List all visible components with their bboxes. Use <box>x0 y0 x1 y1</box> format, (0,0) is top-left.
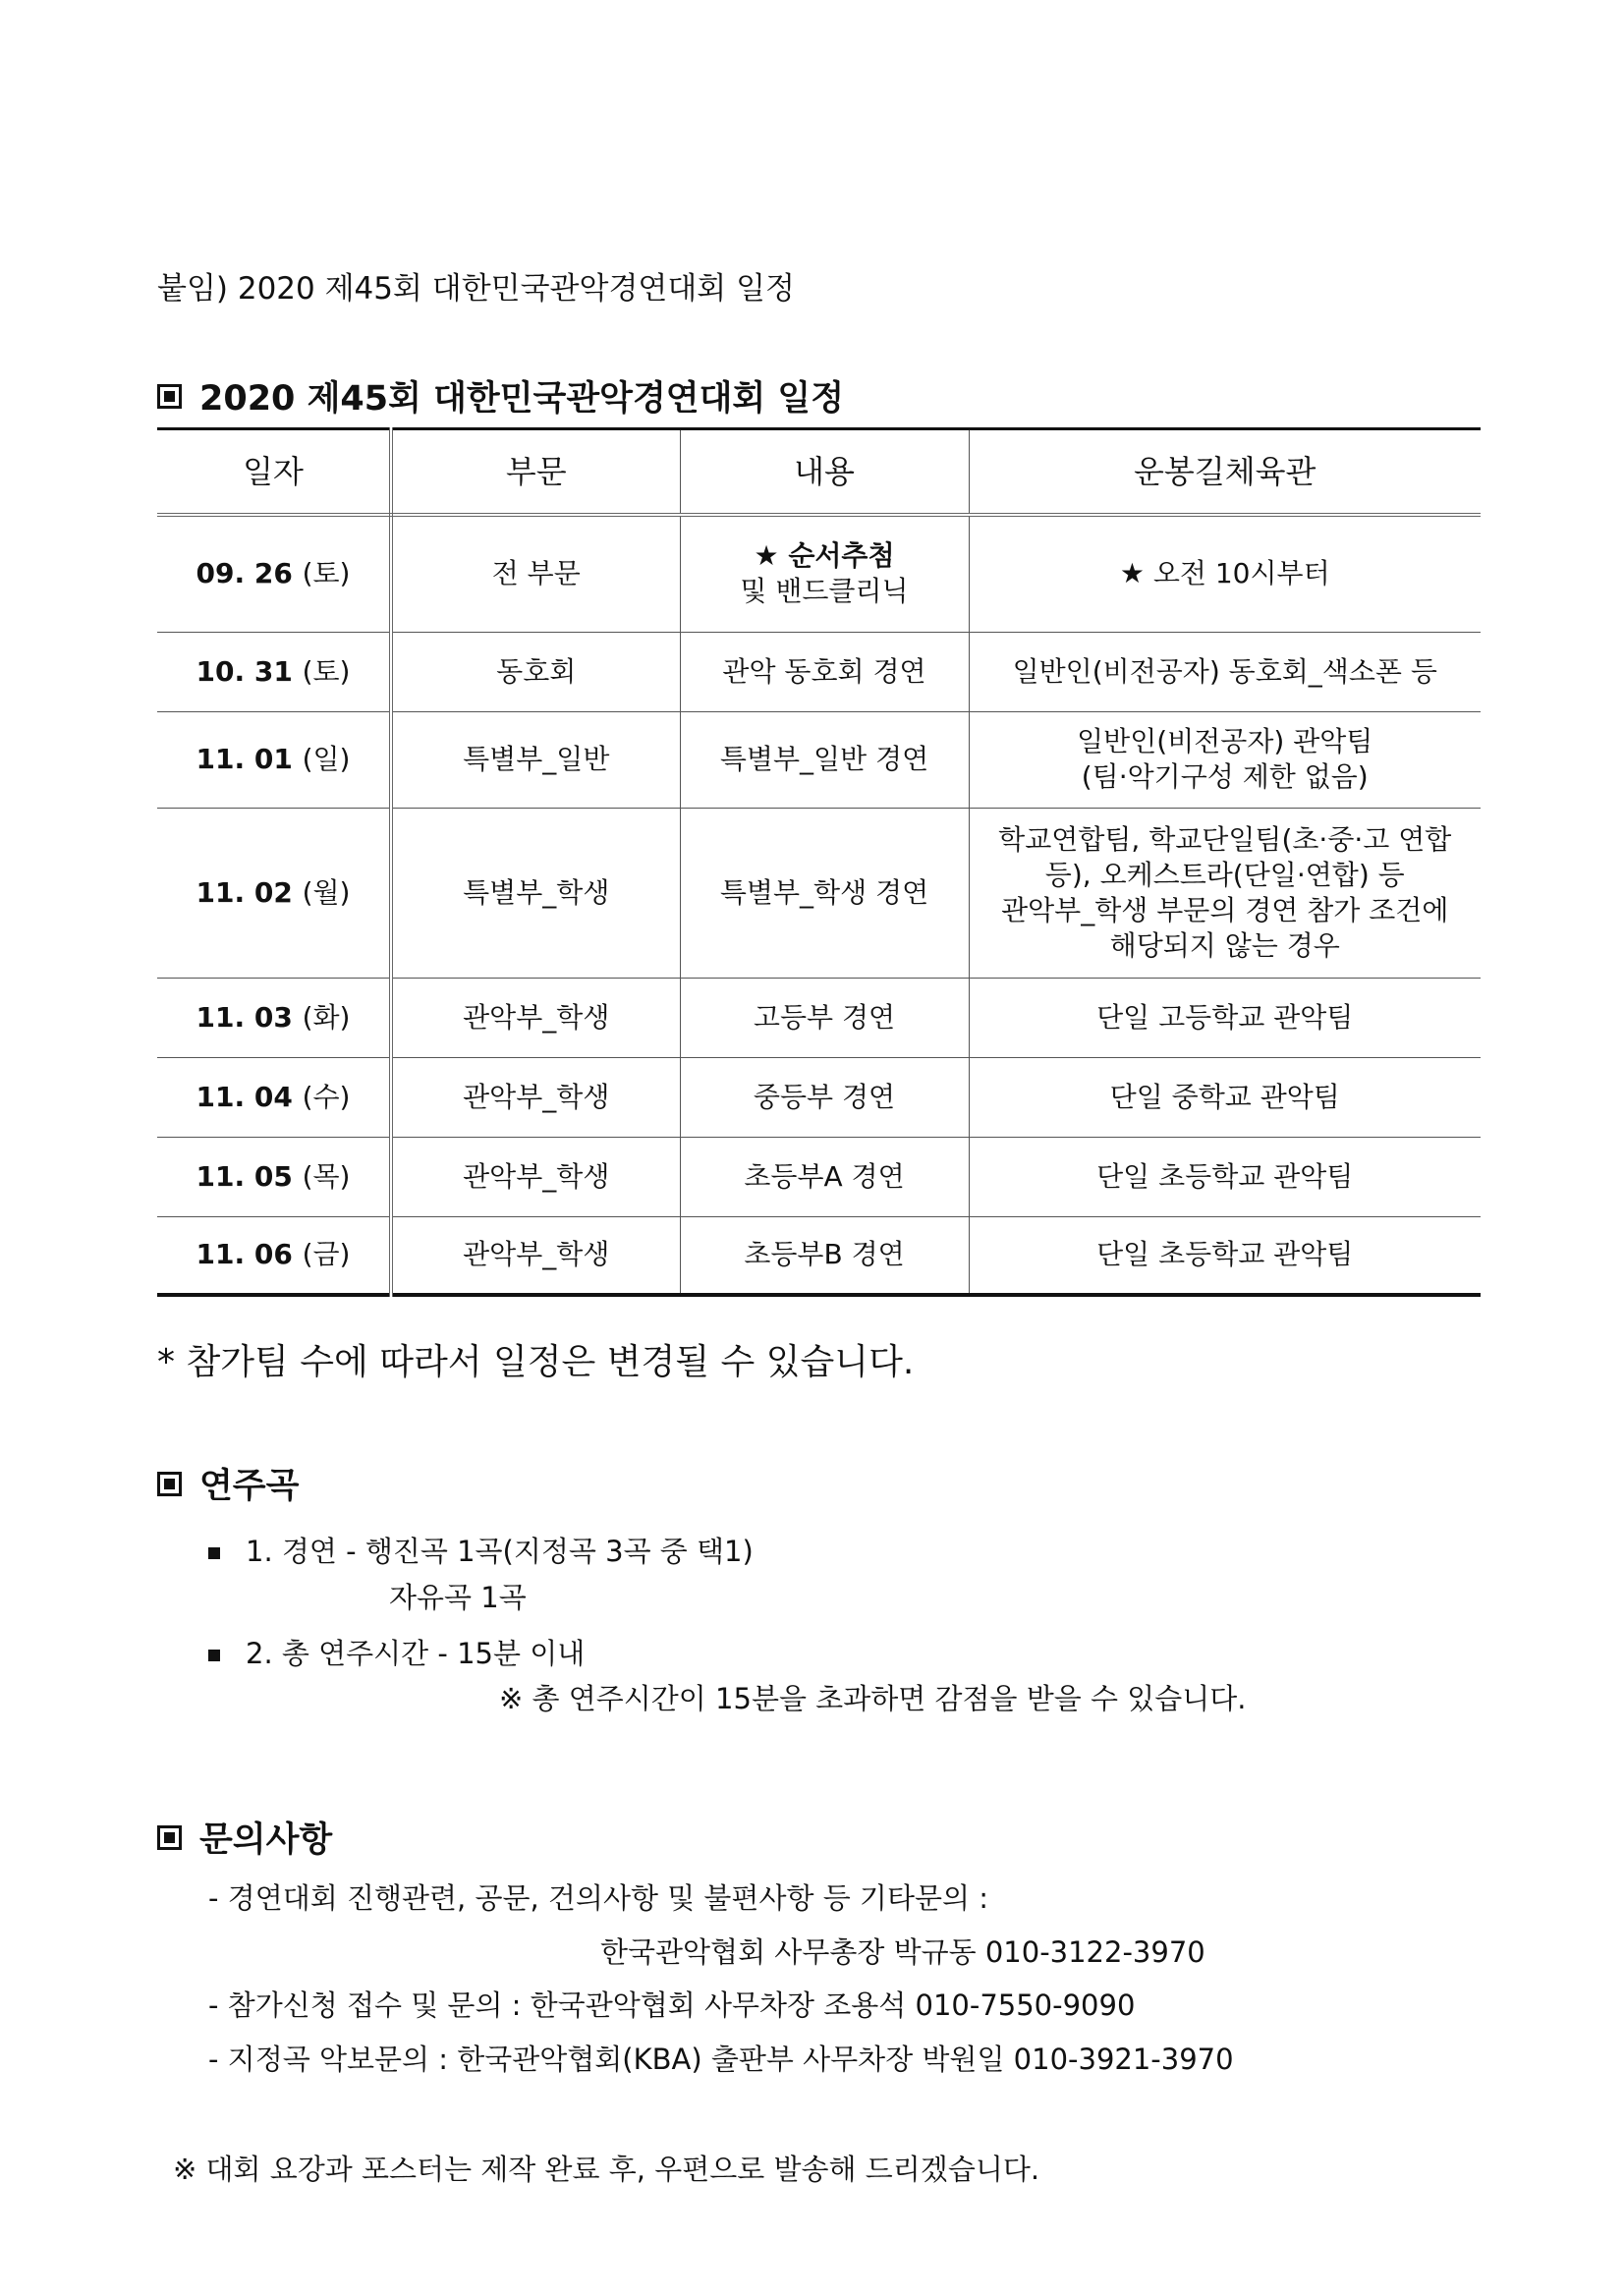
content-line: 초등부A 경연 <box>744 1159 905 1193</box>
row-division: 동호회 <box>391 632 680 711</box>
weekday-text: (토) <box>302 654 351 688</box>
table-row <box>157 632 1481 711</box>
row-date <box>157 808 391 978</box>
row-content <box>680 515 969 632</box>
schedule-title-text: 2020 제45회 대한민국관악경연대회 일정 <box>199 379 845 419</box>
row-content <box>680 808 969 978</box>
table-row <box>157 711 1481 808</box>
row-date <box>157 978 391 1057</box>
row-content <box>680 711 969 808</box>
row-division: 특별부_학생 <box>391 808 680 978</box>
weekday-text: (금) <box>302 1238 351 1271</box>
repertoire-title-text: 연주곡 <box>199 1467 300 1506</box>
content-line: 특별부_일반 경연 <box>719 743 929 775</box>
inquiry-line-2: 한국관악협회 사무총장 박규동 010-3122-3970 <box>600 1935 1205 1969</box>
row-content <box>680 632 969 711</box>
row-date <box>157 1137 391 1216</box>
repertoire-section-title <box>157 1459 299 1508</box>
weekday-text: (화) <box>302 1000 351 1034</box>
table-header-row <box>157 429 1481 516</box>
inquiry-line-3: - 참가신청 접수 및 문의 : 한국관악협회 사무차장 조용석 010-7550-9090 <box>208 1988 1136 2022</box>
date-text: 11. 01 <box>196 743 293 775</box>
content-line: 고등부 경연 <box>753 1000 896 1034</box>
venue-line: 단일 초등학교 관악팀 <box>1096 1159 1354 1193</box>
venue-line: 관악부_학생 부문의 경연 참가 조건에 <box>1001 893 1449 926</box>
schedule-table <box>157 427 1481 1297</box>
content-line: 중등부 경연 <box>753 1080 896 1113</box>
venue-line: 해당되지 않는 경우 <box>1109 928 1340 962</box>
square-bullet-icon <box>208 1650 220 1661</box>
repertoire-item-1-sub: 자유곡 1곡 <box>389 1581 527 1614</box>
date-text: 11. 06 <box>196 1238 293 1271</box>
header-division: 부문 <box>391 429 680 516</box>
row-date <box>157 1216 391 1295</box>
venue-line: 단일 초등학교 관악팀 <box>1096 1238 1354 1271</box>
row-date <box>157 632 391 711</box>
row-date <box>157 711 391 808</box>
date-text: 11. 04 <box>196 1080 293 1113</box>
repertoire-item-2-note: ※ 총 연주시간이 15분을 초과하면 감점을 받을 수 있습니다. <box>499 1682 1247 1715</box>
row-venue <box>969 1216 1481 1295</box>
content-line: ★ 순서추첨 <box>754 539 895 573</box>
row-content <box>680 1057 969 1137</box>
table-row <box>157 978 1481 1057</box>
repertoire-item-1-text: 1. 경연 - 행진곡 1곡(지정곡 3곡 중 택1) <box>246 1535 754 1568</box>
filled-square-icon <box>157 384 182 409</box>
row-division: 관악부_학생 <box>391 1057 680 1137</box>
repertoire-item-2-text: 2. 총 연주시간 - 15분 이내 <box>246 1637 586 1670</box>
row-venue <box>969 711 1481 808</box>
venue-line: 단일 고등학교 관악팀 <box>1096 1000 1354 1034</box>
weekday-text: (일) <box>302 743 351 775</box>
row-division: 전 부문 <box>391 515 680 632</box>
row-venue <box>969 978 1481 1057</box>
date-text: 09. 26 <box>196 557 293 590</box>
venue-line: ★ 오전 10시부터 <box>1119 557 1330 590</box>
row-date <box>157 1057 391 1137</box>
table-row <box>157 1137 1481 1216</box>
date-text: 11. 02 <box>196 875 293 909</box>
row-venue <box>969 515 1481 632</box>
row-content <box>680 1216 969 1295</box>
weekday-text: (토) <box>302 557 351 590</box>
schedule-note: * 참가팀 수에 따라서 일정은 변경될 수 있습니다. <box>157 1342 915 1382</box>
footer-note: ※ 대회 요강과 포스터는 제작 완료 후, 우편으로 발송해 드리겠습니다. <box>173 2153 1040 2186</box>
row-venue <box>969 1057 1481 1137</box>
row-division: 관악부_학생 <box>391 1137 680 1216</box>
date-text: 10. 31 <box>196 654 293 688</box>
header-date: 일자 <box>157 429 391 516</box>
repertoire-item-2 <box>208 1632 585 1672</box>
schedule-section-title <box>157 371 844 420</box>
row-venue <box>969 808 1481 978</box>
date-text: 11. 05 <box>196 1159 293 1193</box>
filled-square-icon <box>157 1825 182 1850</box>
content-line: 초등부B 경연 <box>744 1238 905 1271</box>
header-venue: 운봉길체육관 <box>969 429 1481 516</box>
content-line: 및 밴드클리닉 <box>740 575 909 608</box>
table-row <box>157 1057 1481 1137</box>
row-division: 관악부_학생 <box>391 978 680 1057</box>
venue-line: 학교연합팀, 학교단일팀(초·중·고 연합 <box>998 822 1452 856</box>
weekday-text: (목) <box>302 1159 351 1193</box>
table-row <box>157 808 1481 978</box>
weekday-text: (월) <box>302 875 351 909</box>
filled-square-icon <box>157 1472 182 1496</box>
square-bullet-icon <box>208 1547 220 1559</box>
date-text: 11. 03 <box>196 1000 293 1034</box>
venue-line: (팀·악기구성 제한 없음) <box>1081 760 1369 793</box>
content-line: 관악 동호회 경연 <box>722 654 926 688</box>
attachment-title: 붙임) 2020 제45회 대한민국관악경연대회 일정 <box>157 271 795 307</box>
inquiry-line-4: - 지정곡 악보문의 : 한국관악협회(KBA) 출판부 사무차장 박원일 010-3921-3970 <box>208 2043 1234 2076</box>
header-content: 내용 <box>680 429 969 516</box>
venue-line: 일반인(비전공자) 동호회_색소폰 등 <box>1012 654 1437 688</box>
inquiry-line-1: - 경연대회 진행관련, 공문, 건의사항 및 불편사항 등 기타문의 : <box>208 1881 988 1915</box>
inquiry-section-title <box>157 1813 332 1862</box>
row-content <box>680 1137 969 1216</box>
venue-line: 등), 오케스트라(단일·연합) 등 <box>1044 858 1405 891</box>
venue-line: 일반인(비전공자) 관악팀 <box>1077 725 1373 757</box>
row-content <box>680 978 969 1057</box>
row-division: 관악부_학생 <box>391 1216 680 1295</box>
row-date <box>157 515 391 632</box>
weekday-text: (수) <box>302 1080 351 1113</box>
row-venue <box>969 1137 1481 1216</box>
venue-line: 단일 중학교 관악팀 <box>1109 1080 1340 1113</box>
content-line: 특별부_학생 경연 <box>719 875 929 909</box>
inquiry-title-text: 문의사항 <box>199 1820 333 1860</box>
table-row <box>157 1216 1481 1295</box>
row-venue <box>969 632 1481 711</box>
table-row <box>157 515 1481 632</box>
repertoire-item-1 <box>208 1530 754 1570</box>
row-division: 특별부_일반 <box>391 711 680 808</box>
